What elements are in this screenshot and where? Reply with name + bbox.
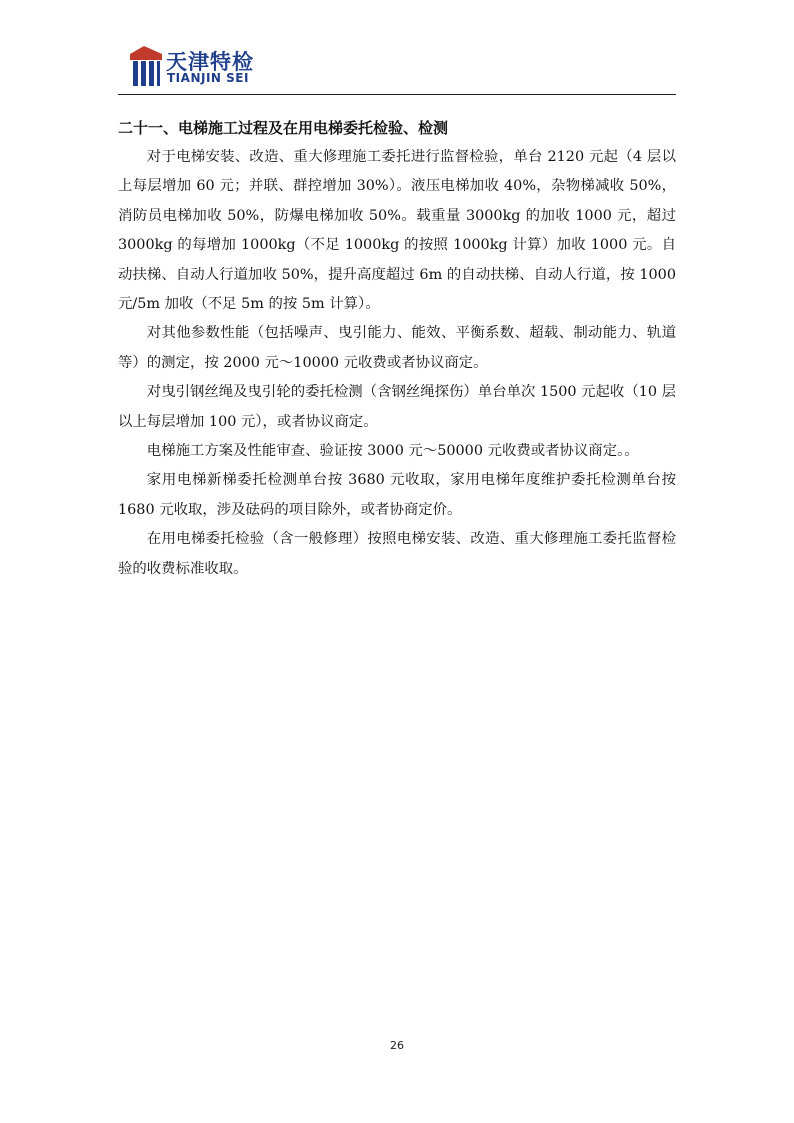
paragraph-plan-review: 电梯施工方案及性能审查、验证按 3000 元～50000 元收费或者协议商定。。: [146, 443, 639, 460]
paragraph-parameter-testing: 对其他参数性能（包括噪声、曳引能力、能效、平衡系数、超载、制动能力、轨道等）的测定，按 2000 元～10000 元收费或者协议商定。: [118, 325, 676, 371]
page-header: [118, 40, 676, 95]
logo-english-name: TIANJIN SEI: [167, 71, 249, 85]
document-body: [118, 114, 676, 584]
section-title: 二十一、电梯施工过程及在用电梯委托检验、检测: [118, 119, 449, 137]
paragraph-wire-rope-testing: 对曳引钢丝绳及曳引轮的委托检测（含钢丝绳探伤）单台单次 1500 元起收（10 层以上每层增加 100 元），或者协议商定。: [118, 384, 676, 430]
paragraph-home-elevator: 家用电梯新梯委托检测单台按 3680 元收取，家用电梯年度维护委托检测单台按 1680 元收取，涉及砝码的项目除外，或者协商定价。: [118, 472, 676, 518]
logo-chinese-name: 天津特检: [166, 50, 254, 74]
page-number: 26: [390, 1039, 404, 1052]
paragraph-in-service-elevator: 在用电梯委托检验（含一般修理）按照电梯安装、改造、重大修理施工委托监督检验的收费标准收取。: [118, 531, 676, 577]
paragraph-inspection-fees: 对于电梯安装、改造、重大修理施工委托进行监督检验，单台 2120 元起（4 层以上每层增加 60 元；并联、群控增加 30%）。液压电梯加收 40%，杂物梯减收 50%，消防员电梯加收 50%，防爆电梯加收 50%。载重量 3000kg 的加收 1000 元，超过 3000kg 的每增加 1000kg（不足 1000kg 的按照 1000kg 计算）加收 1000 元。自动扶梯、自动人行道加收 50%，提升高度超过 6m 的自动扶梯、自动人行道，按 1000 元/5m 加收（不足 5m 的按 5m 计算）。: [118, 149, 676, 313]
tianjin-sei-logo-icon: [124, 44, 164, 88]
